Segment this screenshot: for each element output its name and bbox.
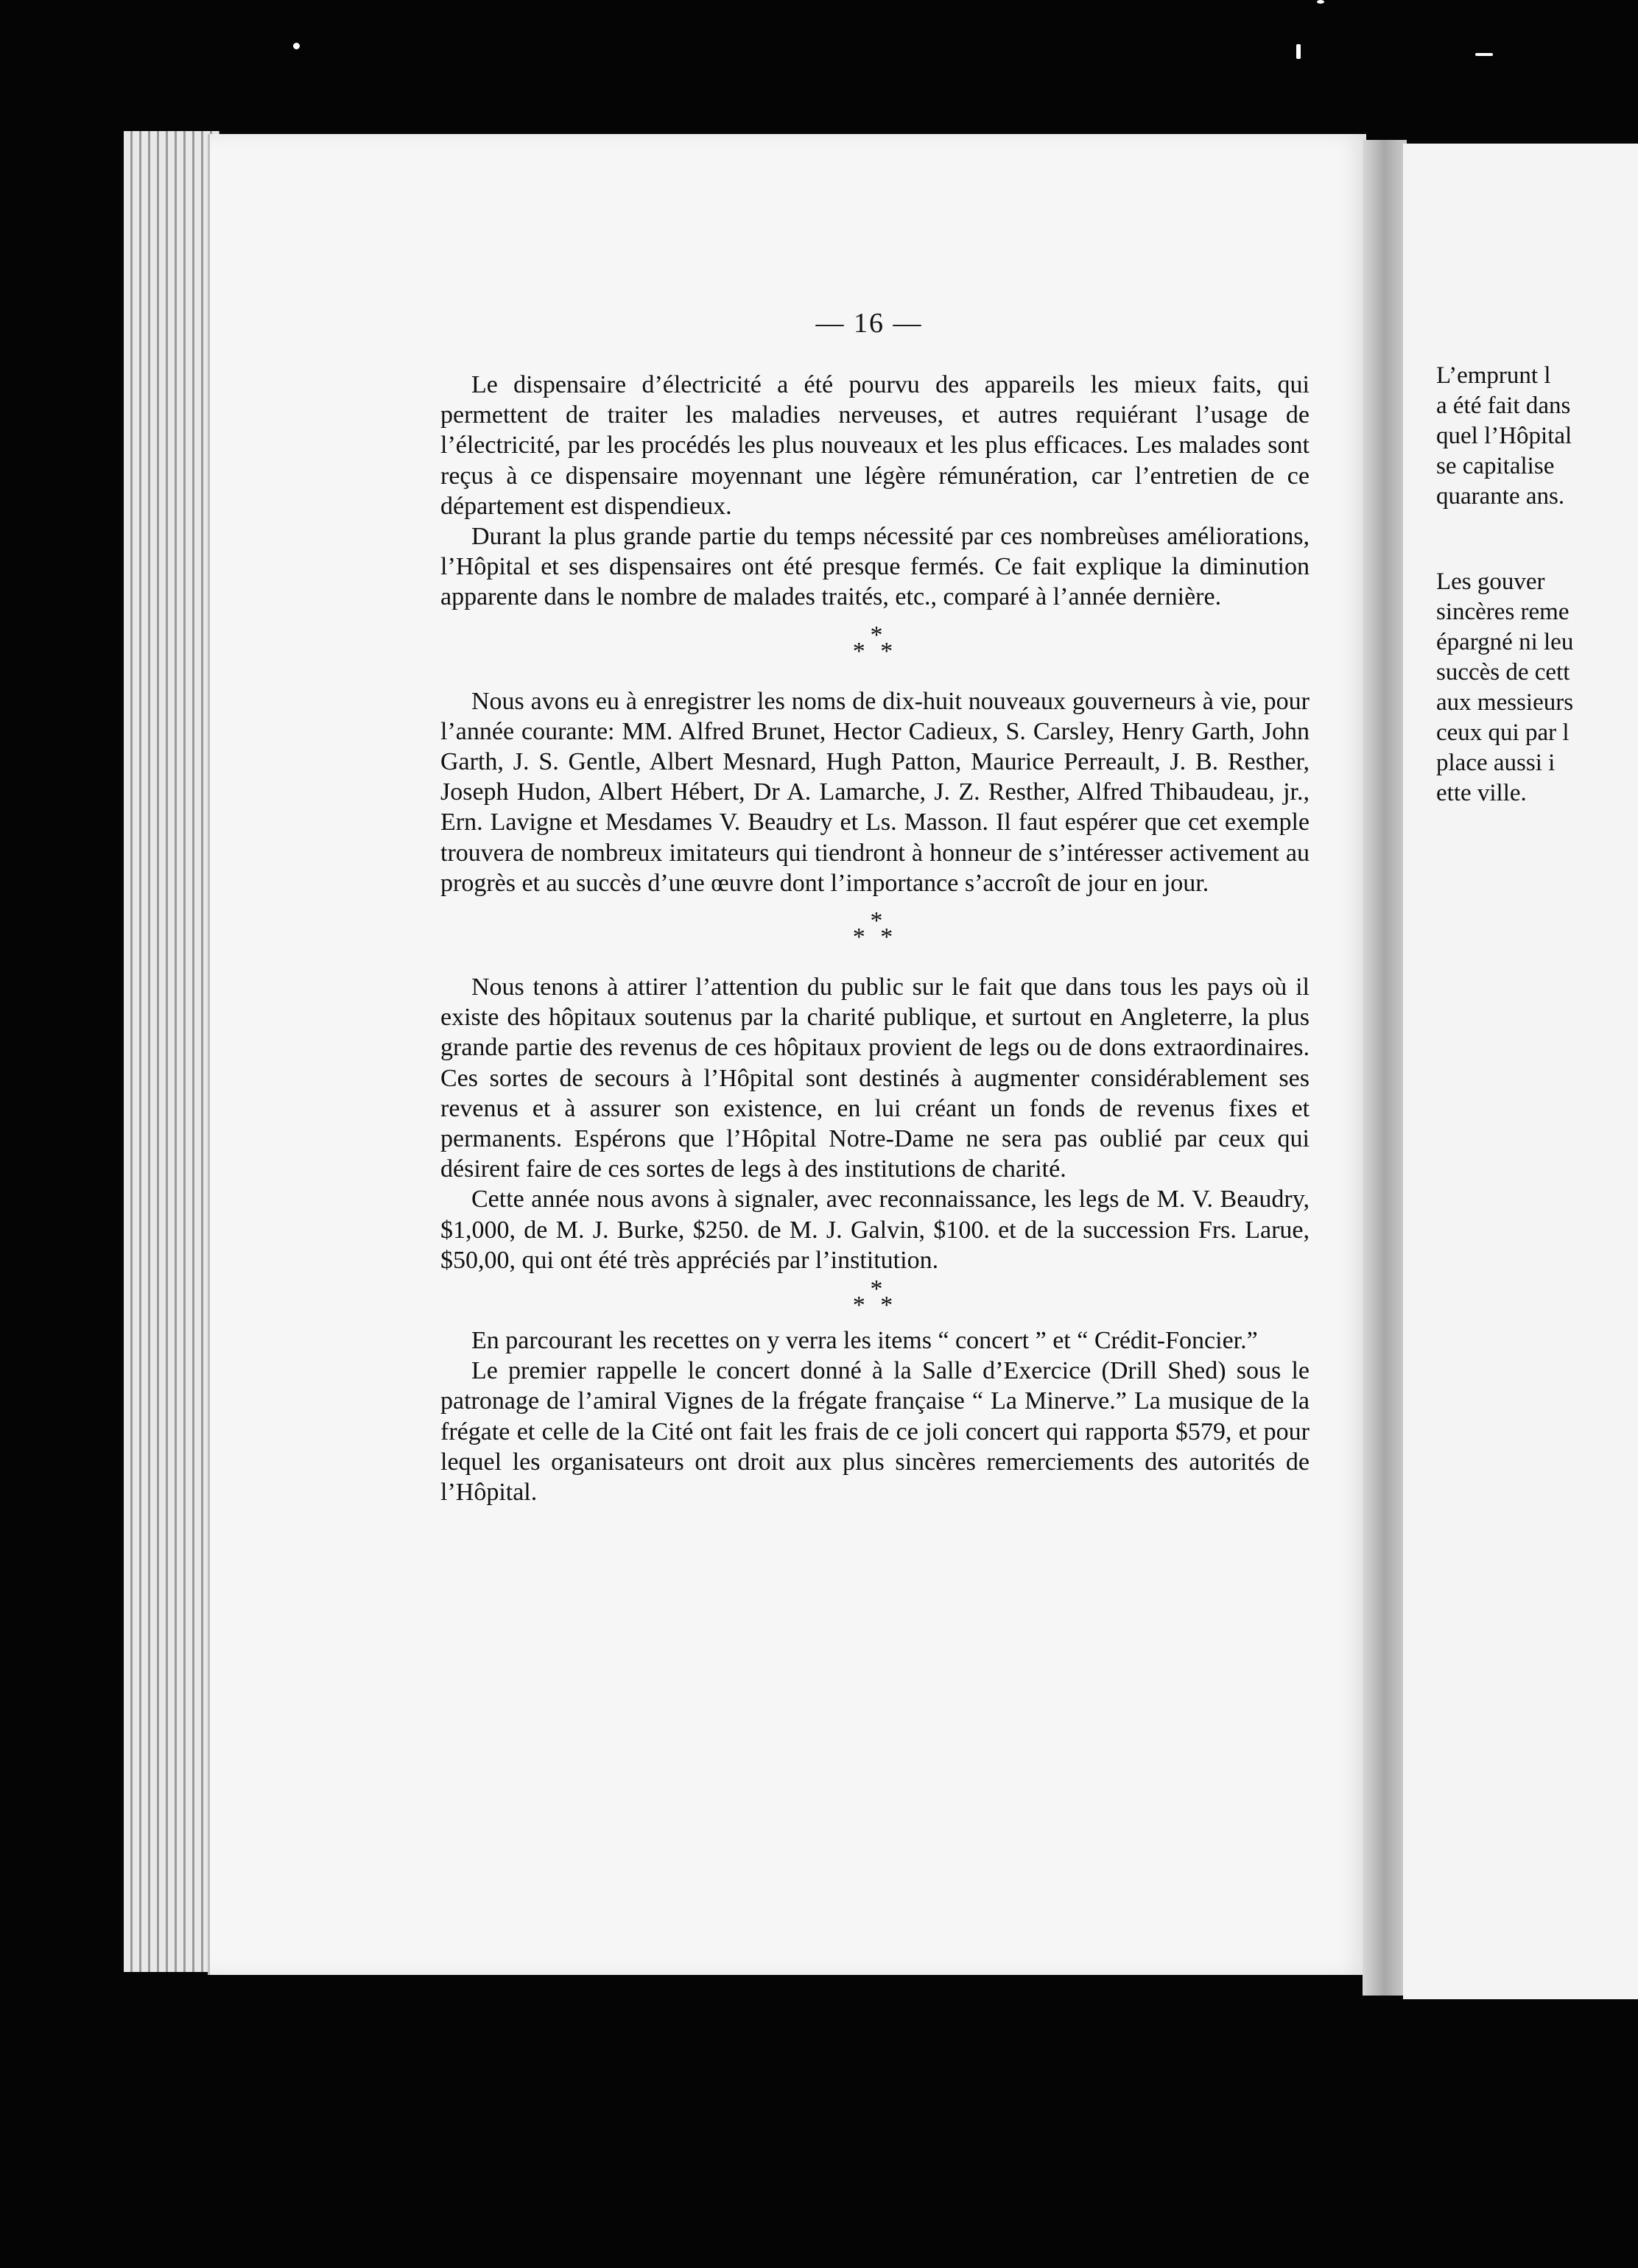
asterism-star: * — [870, 907, 887, 935]
section-concert — [440, 1325, 1310, 1507]
asterism-star: * — [880, 637, 898, 665]
asterism-star: * — [880, 923, 898, 951]
paragraph: En parcourant les recettes on y verra les items “ concert ” et “ Crédit-Foncier.” — [471, 1327, 1258, 1355]
asterism-star: * — [880, 1292, 898, 1320]
section-legacies — [440, 972, 1310, 1275]
asterism-star: * — [870, 1275, 887, 1303]
asterism-star: * — [852, 1292, 870, 1320]
right-page-line: Les gouver — [1436, 568, 1545, 595]
paragraph: Durant la plus grande partie du temps nécessité par ces nombreùses améliorations, l’Hôpital et ses dispensaires ont été presque fermés. Ce fait explique la diminution apparente dans le nombre de malades traités, etc., comparé à l’année dernière. — [440, 523, 1310, 611]
asterism-divider — [440, 1275, 1310, 1323]
right-page-line: a été fait dans — [1436, 392, 1571, 419]
right-page-line: quarante ans. — [1436, 483, 1565, 510]
main-text-column — [440, 370, 1310, 1507]
right-page-line: sincères reme — [1436, 599, 1570, 625]
asterism-star: * — [852, 923, 870, 951]
asterism-star: * — [870, 621, 887, 649]
right-page-line: place aussi i — [1436, 750, 1556, 776]
right-page-line: quel l’Hôpital — [1436, 423, 1572, 449]
scan-speck — [1317, 0, 1324, 4]
scan-speck — [293, 43, 300, 49]
paragraph: Nous tenons à attirer l’attention du public sur le fait que dans tous les pays où il existe des hôpitaux soutenus par la charité publique, et surtout en Angleterre, la plus grande partie des revenus de ces hôpitaux provient de legs ou de dons extraordinaires. Ces sortes de secours à l’Hôpital sont destinés à augmenter considérablement ses revenus et à assurer son existence, en lui créant un fonds de revenus fixes et permanents. Espérons que l’Hôpital Notre-Dame ne sera pas oublié par ceux qui désirent faire de ces sortes de legs à des institutions de charité. — [440, 973, 1310, 1183]
page-number — [0, 307, 1638, 339]
right-page-line: ette ville. — [1436, 780, 1527, 806]
asterism-divider — [440, 621, 1310, 669]
scan-speck — [1475, 53, 1493, 56]
section-governors — [440, 686, 1310, 898]
section-electricity — [440, 370, 1310, 613]
paragraph: Cette année nous avons à signaler, avec reconnaissance, les legs de M. V. Beaudry, $1,000, de M. J. Burke, $250. de M. J. Galvin, $100. et de la succession Frs. Larue, $50,00, qui ont été très appréciés par l’institution. — [440, 1186, 1310, 1274]
right-page-text — [1436, 361, 1573, 809]
right-page-line: épargné ni leu — [1436, 629, 1574, 655]
paragraph: Le dispensaire d’électricité a été pourvu des appareils les mieux faits, qui permettent de traiter les maladies nerveuses, et autres requiérant l’usage de l’électricité, par les procédés les plus nouveaux et les plus efficaces. Les malades sont reçus à ce dispensaire moyennant une légère rémunération, car l’entretien de ce département est dispendieux. — [440, 371, 1310, 520]
paragraph: Nous avons eu à enregistrer les noms de dix-huit nouveaux gouverneurs à vie, pour l’année courante: MM. Alfred Brunet, Hector Cadieux, S. Carsley, Henry Garth, John Garth, J. S. Gentle, Albert Mesnard, Hugh Patton, Maurice Perreault, J. B. Resther, Joseph Hudon, Albert Hébert, Dr A. Lamarche, J. Z. Resther, Alfred Thibaudeau, jr., Ern. Lavigne et Mesdames V. Beaudry et Ls. Masson. Il faut espérer que cet exemple trouvera de nombreux imitateurs qui tiendront à honneur de s’intéresser activement au progrès et au succès d’une œuvre dont l’importance s’accroît de jour en jour. — [440, 687, 1310, 897]
right-page-line: ceux qui par l — [1436, 719, 1570, 746]
asterism-divider — [440, 907, 1310, 954]
book-gutter — [1363, 140, 1407, 1996]
paragraph: Le premier rappelle le concert donné à la Salle d’Exercice (Drill Shed) sous le patronage de l’amiral Vignes de la frégate française “ La Minerve.” La musique de la frégate et celle de la Cité ont fait les frais de ce joli concert qui rapporta $579, et pour lequel les organisateurs ont droit aux plus sincères remerciements des autorités de l’Hôpital. — [440, 1357, 1310, 1507]
right-page-line: se capitalise — [1436, 453, 1555, 479]
page-number-text: — 16 — — [815, 308, 923, 339]
right-page-line: aux messieurs — [1436, 689, 1574, 716]
scan-speck — [1296, 44, 1301, 59]
right-page-line: L’emprunt l — [1436, 362, 1551, 389]
right-page-line: succès de cett — [1436, 659, 1570, 686]
asterism-star: * — [852, 637, 870, 665]
page-edges — [124, 131, 219, 1972]
